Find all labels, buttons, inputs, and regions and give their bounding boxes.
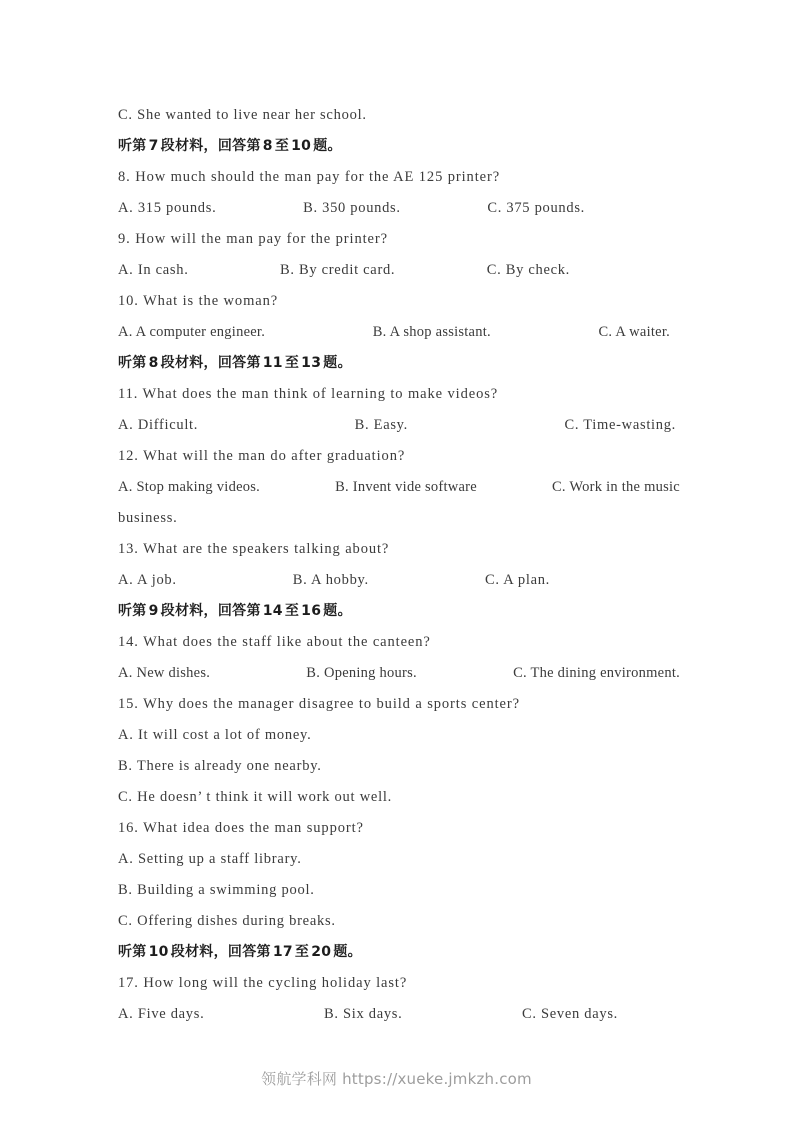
document-body	[118, 100, 680, 1030]
question-stem-15: 15. Why does the manager disagree to build a sports center?	[118, 696, 520, 712]
option-10-a[interactable]: A. A computer engineer.	[118, 324, 266, 340]
option-15-a[interactable]: A. It will cost a lot of money.	[118, 727, 312, 743]
section-heading-prefix: 听第	[118, 603, 147, 619]
option-12-a[interactable]: A. Stop making videos.	[118, 479, 261, 495]
option-trailing-space	[585, 193, 680, 224]
option-13-a[interactable]: A. A job.	[118, 572, 177, 588]
option-13-b[interactable]: B. A hobby.	[292, 572, 369, 588]
section-heading-prefix: 听第	[118, 944, 147, 960]
section-heading-material-7	[118, 131, 680, 162]
section-heading-question-from: 8	[262, 138, 273, 154]
option-gap	[491, 317, 599, 348]
option-10-b[interactable]: B. A shop assistant.	[372, 324, 491, 340]
section-heading-question-from: 11	[262, 355, 283, 371]
option-row-14	[118, 658, 680, 689]
option-gap	[402, 999, 522, 1030]
option-12-c[interactable]: C. Work in the music	[551, 479, 680, 495]
section-heading-middle: 段材料，回答第	[160, 603, 261, 619]
option-17-b[interactable]: B. Six days.	[323, 1006, 403, 1022]
option-9-a[interactable]: A. In cash.	[118, 262, 189, 278]
section-heading-question-to: 13	[301, 355, 322, 371]
option-trailing-space	[618, 999, 680, 1030]
option-gap	[204, 999, 324, 1030]
section-heading-middle: 段材料，回答第	[160, 138, 261, 154]
option-10-c[interactable]: C. A waiter.	[598, 324, 670, 340]
section-heading-question-to: 20	[311, 944, 332, 960]
option-17-c[interactable]: C. Seven days.	[522, 1006, 618, 1022]
option-9-c[interactable]: C. By check.	[486, 262, 571, 278]
section-heading-to: 至	[284, 603, 300, 619]
section-heading-question-to: 10	[291, 138, 312, 154]
option-gap	[177, 565, 293, 596]
section-heading-material-10	[118, 937, 680, 968]
option-row-13	[118, 565, 680, 596]
option-11-c[interactable]: C. Time-wasting.	[564, 417, 676, 433]
option-gap	[395, 255, 486, 286]
option-8-a[interactable]: A. 315 pounds.	[118, 200, 217, 216]
question-stem-17: 17. How long will the cycling holiday last?	[118, 975, 408, 991]
section-heading-material-8	[118, 348, 680, 379]
option-14-c[interactable]: C. The dining environment.	[513, 665, 680, 681]
site-watermark: 领航学科网 https://xueke.jmkzh.com	[261, 1070, 532, 1088]
option-gap	[408, 410, 564, 441]
option-row-10	[118, 317, 680, 348]
option-12-b[interactable]: B. Invent vide software	[335, 479, 477, 495]
section-heading-middle: 段材料，回答第	[170, 944, 271, 960]
option-trailing-space	[570, 255, 680, 286]
question-stem-8: 8. How much should the man pay for the AE 125 printer?	[118, 169, 501, 185]
option-16-b[interactable]: B. Building a swimming pool.	[118, 882, 315, 898]
section-heading-material-number: 8	[148, 355, 159, 371]
option-gap	[401, 193, 488, 224]
section-heading-question-from: 14	[262, 603, 283, 619]
section-heading-middle: 段材料，回答第	[160, 355, 261, 371]
section-heading-prefix: 听第	[118, 138, 147, 154]
option-trailing-space	[670, 317, 680, 348]
option-16-a[interactable]: A. Setting up a staff library.	[118, 851, 302, 867]
option-13-c[interactable]: C. A plan.	[484, 572, 550, 588]
option-row-11	[118, 410, 680, 441]
option-gap	[477, 472, 552, 503]
section-heading-question-to: 16	[301, 603, 322, 619]
option-11-a[interactable]: A. Difficult.	[118, 417, 199, 433]
option-gap	[210, 658, 306, 689]
option-row-12	[118, 472, 680, 503]
question-stem-16: 16. What idea does the man support?	[118, 820, 364, 836]
section-heading-material-number: 10	[148, 944, 169, 960]
section-heading-suffix: 题。	[323, 355, 352, 371]
option-gap	[189, 255, 280, 286]
section-heading-material-9	[118, 596, 680, 627]
option-8-c[interactable]: C. 375 pounds.	[487, 200, 586, 216]
section-heading-to: 至	[294, 944, 310, 960]
option-gap	[417, 658, 513, 689]
option-11-b[interactable]: B. Easy.	[354, 417, 408, 433]
question-stem-11: 11. What does the man think of learning to make videos?	[118, 386, 499, 402]
question-stem-14: 14. What does the staff like about the canteen?	[118, 634, 431, 650]
section-heading-prefix: 听第	[118, 355, 147, 371]
option-row-8	[118, 193, 680, 224]
question-stem-12: 12. What will the man do after graduation?	[118, 448, 406, 464]
section-heading-suffix: 题。	[323, 603, 352, 619]
option-trailing-space	[550, 565, 680, 596]
section-heading-suffix: 题。	[313, 138, 342, 154]
option-trailing-space	[676, 410, 680, 441]
section-heading-to: 至	[284, 355, 300, 371]
section-heading-material-number: 7	[148, 138, 159, 154]
section-heading-question-from: 17	[272, 944, 293, 960]
option-16-c[interactable]: C. Offering dishes during breaks.	[118, 913, 336, 929]
question-stem-13: 13. What are the speakers talking about?	[118, 541, 390, 557]
option-line-c-previous: C. She wanted to live near her school.	[118, 107, 367, 123]
section-heading-suffix: 题。	[333, 944, 362, 960]
option-14-b[interactable]: B. Opening hours.	[306, 665, 417, 681]
option-gap	[216, 193, 303, 224]
question-stem-9: 9. How will the man pay for the printer?	[118, 231, 388, 247]
option-gap	[260, 472, 335, 503]
option-gap	[369, 565, 485, 596]
option-row-9	[118, 255, 680, 286]
section-heading-to: 至	[274, 138, 290, 154]
option-9-b[interactable]: B. By credit card.	[279, 262, 396, 278]
option-14-a[interactable]: A. New dishes.	[118, 665, 211, 681]
option-row-17	[118, 999, 680, 1030]
option-8-b[interactable]: B. 350 pounds.	[303, 200, 401, 216]
option-15-c[interactable]: C. He doesn’ t think it will work out well.	[118, 789, 393, 805]
question-stem-10: 10. What is the woman?	[118, 293, 279, 309]
option-15-b[interactable]: B. There is already one nearby.	[118, 758, 322, 774]
option-12-c-continuation: business.	[118, 510, 178, 526]
option-gap	[198, 410, 354, 441]
section-heading-material-number: 9	[148, 603, 159, 619]
option-17-a[interactable]: A. Five days.	[118, 1006, 205, 1022]
option-gap	[265, 317, 373, 348]
